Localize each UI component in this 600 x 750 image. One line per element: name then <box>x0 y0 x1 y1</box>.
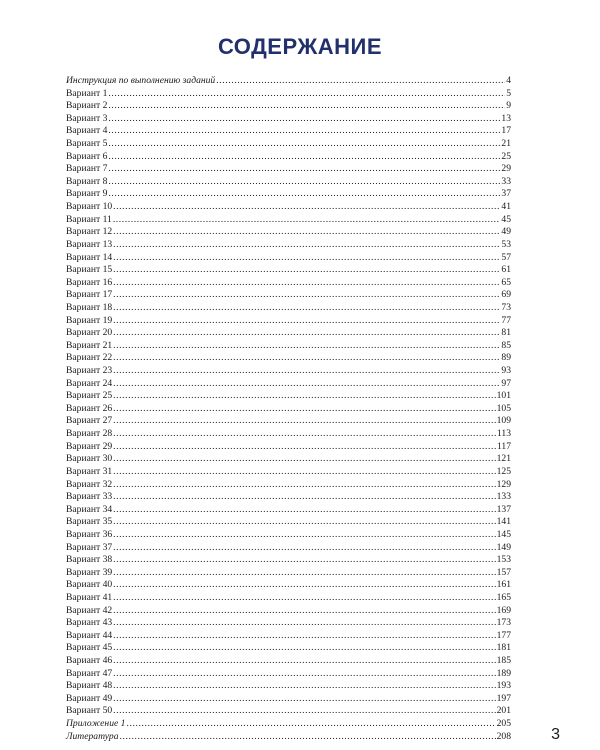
toc-entry-label: Вариант 49 <box>66 692 113 704</box>
toc-leader-dots <box>108 138 500 151</box>
toc-entry <box>66 100 511 113</box>
toc-entry-page: 101 <box>496 390 511 402</box>
toc-entry-label: Вариант 29 <box>66 440 113 452</box>
toc-entry-label: Вариант 5 <box>66 138 108 150</box>
toc-leader-dots <box>113 289 500 302</box>
toc-leader-dots <box>113 592 495 605</box>
toc-entry-label: Вариант 36 <box>66 528 113 540</box>
toc-leader-dots <box>113 579 495 592</box>
toc-leader-dots <box>108 176 500 189</box>
toc-leader-dots <box>113 428 496 441</box>
toc-entry-label: Вариант 34 <box>66 503 113 515</box>
toc-leader-dots <box>113 516 495 529</box>
toc-leader-dots <box>113 680 495 693</box>
toc-entry <box>66 529 511 542</box>
toc-leader-dots <box>216 75 505 88</box>
toc-leader-dots <box>113 239 500 252</box>
toc-leader-dots <box>113 605 495 618</box>
toc-entry <box>66 466 511 479</box>
toc-entry <box>66 125 511 138</box>
toc-entry <box>66 731 511 744</box>
toc-leader-dots <box>113 668 495 681</box>
page-title: СОДЕРЖАНИЕ <box>217 34 383 59</box>
toc-leader-dots <box>113 264 500 277</box>
toc-leader-dots <box>113 390 495 403</box>
toc-entry-page: 85 <box>501 339 511 351</box>
toc-entry-page: 189 <box>496 667 511 679</box>
toc-entry <box>66 277 511 290</box>
toc-entry-label: Вариант 4 <box>66 125 108 137</box>
toc-entry-page: 89 <box>501 352 511 364</box>
toc-entry-page: 125 <box>496 465 511 477</box>
toc-entry-page: 208 <box>496 730 511 742</box>
toc-entry <box>66 289 511 302</box>
toc-entry-page: 173 <box>496 617 511 629</box>
toc-entry-page: 109 <box>496 415 511 427</box>
toc-entry-label: Вариант 23 <box>66 365 113 377</box>
toc-entry-page: 25 <box>501 150 511 162</box>
toc-entry <box>66 453 511 466</box>
toc-entry <box>66 214 511 227</box>
toc-entry-page: 37 <box>501 188 511 200</box>
toc-entry-page: 93 <box>501 365 511 377</box>
toc-entry <box>66 302 511 315</box>
toc-entry-label: Вариант 48 <box>66 680 113 692</box>
toc-entry <box>66 352 511 365</box>
toc-entry-label: Вариант 24 <box>66 377 113 389</box>
toc-leader-dots <box>113 491 495 504</box>
toc-leader-dots <box>113 340 500 353</box>
toc-entry <box>66 491 511 504</box>
toc-entry-page: 81 <box>501 327 511 339</box>
toc-entry-page: 105 <box>496 402 511 414</box>
table-of-contents <box>66 75 511 743</box>
toc-entry-label: Вариант 28 <box>66 428 113 440</box>
toc-entry-label: Приложение 1 <box>66 718 126 730</box>
toc-entry-label: Вариант 37 <box>66 541 113 553</box>
toc-entry-page: 41 <box>501 201 511 213</box>
toc-entry-page: 73 <box>501 301 511 313</box>
toc-entry-label: Вариант 18 <box>66 301 113 313</box>
toc-entry-label: Вариант 33 <box>66 491 113 503</box>
toc-entry-page: 205 <box>496 718 511 730</box>
toc-entry-label: Вариант 8 <box>66 175 108 187</box>
toc-entry-page: 169 <box>496 604 511 616</box>
toc-entry <box>66 151 511 164</box>
toc-leader-dots <box>113 529 495 542</box>
toc-entry-label: Вариант 42 <box>66 604 113 616</box>
toc-entry-label: Литература <box>66 730 119 742</box>
toc-entry-page: 157 <box>496 566 511 578</box>
toc-entry-page: 161 <box>496 579 511 591</box>
toc-leader-dots <box>113 365 500 378</box>
toc-entry-label: Вариант 47 <box>66 667 113 679</box>
toc-entry-page: 181 <box>496 642 511 654</box>
toc-entry <box>66 188 511 201</box>
toc-entry-page: 193 <box>496 680 511 692</box>
toc-entry-label: Вариант 45 <box>66 642 113 654</box>
toc-entry-page: 165 <box>496 591 511 603</box>
toc-entry-label: Вариант 17 <box>66 289 113 301</box>
toc-leader-dots <box>120 731 496 744</box>
toc-leader-dots <box>113 655 495 668</box>
toc-entry-page: 177 <box>496 629 511 641</box>
toc-entry-label: Вариант 31 <box>66 465 113 477</box>
toc-entry-label: Вариант 14 <box>66 251 113 263</box>
page-number: 3 <box>551 726 560 743</box>
toc-entry-page: 185 <box>496 655 511 667</box>
toc-entry-page: 49 <box>501 226 511 238</box>
toc-entry <box>66 554 511 567</box>
toc-leader-dots <box>108 100 505 113</box>
toc-leader-dots <box>113 315 500 328</box>
toc-entry-page: 133 <box>496 491 511 503</box>
toc-entry-label: Вариант 22 <box>66 352 113 364</box>
toc-entry-page: 17 <box>501 125 511 137</box>
toc-entry-label: Вариант 15 <box>66 264 113 276</box>
toc-entry <box>66 340 511 353</box>
toc-leader-dots <box>113 277 500 290</box>
toc-entry <box>66 201 511 214</box>
toc-entry-page: 4 <box>506 75 511 86</box>
toc-entry-label: Вариант 41 <box>66 591 113 603</box>
toc-entry <box>66 327 511 340</box>
toc-entry-page: 21 <box>501 138 511 150</box>
toc-entry <box>66 163 511 176</box>
toc-leader-dots <box>113 327 500 340</box>
toc-leader-dots <box>113 302 500 315</box>
toc-leader-dots <box>113 642 495 655</box>
toc-entry <box>66 415 511 428</box>
toc-entry-page: 45 <box>501 213 511 225</box>
toc-entry <box>66 441 511 454</box>
toc-leader-dots <box>113 479 495 492</box>
toc-entry <box>66 705 511 718</box>
toc-entry-page: 57 <box>501 251 511 263</box>
toc-leader-dots <box>113 352 500 365</box>
toc-entry-label: Вариант 35 <box>66 516 113 528</box>
toc-entry-label: Вариант 38 <box>66 554 113 566</box>
toc-entry <box>66 479 511 492</box>
toc-entry-label: Инструкция по выполнению заданий <box>66 75 216 86</box>
toc-leader-dots <box>108 88 505 101</box>
toc-entry <box>66 504 511 517</box>
toc-leader-dots <box>113 705 495 718</box>
toc-leader-dots <box>113 542 495 555</box>
toc-leader-dots <box>113 617 495 630</box>
toc-leader-dots <box>108 113 500 126</box>
toc-entry <box>66 605 511 618</box>
toc-entry-label: Вариант 1 <box>66 87 108 99</box>
toc-entry-label: Вариант 39 <box>66 566 113 578</box>
toc-entry <box>66 226 511 239</box>
toc-entry-label: Вариант 32 <box>66 478 113 490</box>
toc-entry-page: 129 <box>496 478 511 490</box>
toc-leader-dots <box>113 378 500 391</box>
toc-entry <box>66 567 511 580</box>
toc-entry-page: 13 <box>501 112 511 124</box>
toc-entry-label: Вариант 44 <box>66 629 113 641</box>
toc-leader-dots <box>113 466 495 479</box>
toc-entry <box>66 668 511 681</box>
toc-entry-page: 137 <box>496 503 511 515</box>
toc-leader-dots <box>108 188 500 201</box>
toc-entry <box>66 113 511 126</box>
toc-entry <box>66 718 511 731</box>
toc-entry-label: Вариант 20 <box>66 327 113 339</box>
toc-entry-label: Вариант 40 <box>66 579 113 591</box>
toc-entry <box>66 592 511 605</box>
toc-entry-label: Вариант 21 <box>66 339 113 351</box>
toc-entry-page: 117 <box>496 440 511 452</box>
toc-entry-page: 121 <box>496 453 511 465</box>
toc-entry <box>66 630 511 643</box>
toc-leader-dots <box>108 163 500 176</box>
toc-entry-label: Вариант 3 <box>66 112 108 124</box>
toc-entry-page: 113 <box>496 428 511 440</box>
toc-leader-dots <box>113 252 500 265</box>
toc-entry-label: Вариант 46 <box>66 655 113 667</box>
toc-leader-dots <box>113 693 495 706</box>
toc-entry-page: 149 <box>496 541 511 553</box>
toc-leader-dots <box>126 718 495 731</box>
toc-leader-dots <box>108 151 500 164</box>
toc-leader-dots <box>113 403 495 416</box>
toc-entry-label: Вариант 30 <box>66 453 113 465</box>
toc-entry-page: 201 <box>496 705 511 717</box>
toc-entry <box>66 264 511 277</box>
toc-leader-dots <box>113 630 495 643</box>
toc-entry <box>66 642 511 655</box>
toc-entry <box>66 315 511 328</box>
toc-entry <box>66 542 511 555</box>
toc-entry-label: Вариант 50 <box>66 705 113 717</box>
toc-entry-label: Вариант 7 <box>66 163 108 175</box>
toc-entry-label: Вариант 19 <box>66 314 113 326</box>
toc-entry-page: 141 <box>496 516 511 528</box>
toc-entry <box>66 176 511 189</box>
toc-entry-page: 29 <box>501 163 511 175</box>
toc-entry-label: Вариант 11 <box>66 213 112 225</box>
toc-entry-page: 77 <box>501 314 511 326</box>
toc-entry <box>66 516 511 529</box>
toc-entry <box>66 138 511 151</box>
toc-entry-page: 69 <box>501 289 511 301</box>
toc-entry <box>66 655 511 668</box>
toc-entry <box>66 239 511 252</box>
toc-entry <box>66 75 511 88</box>
toc-leader-dots <box>113 201 500 214</box>
toc-entry-page: 9 <box>506 100 511 112</box>
toc-entry-page: 33 <box>501 175 511 187</box>
toc-entry-page: 61 <box>501 264 511 276</box>
toc-entry <box>66 579 511 592</box>
toc-entry-label: Вариант 25 <box>66 390 113 402</box>
toc-entry-page: 65 <box>501 276 511 288</box>
toc-leader-dots <box>113 415 495 428</box>
toc-entry-label: Вариант 9 <box>66 188 108 200</box>
toc-entry-label: Вариант 6 <box>66 150 108 162</box>
toc-entry-page: 5 <box>506 87 511 99</box>
toc-entry <box>66 403 511 416</box>
toc-entry-label: Вариант 16 <box>66 276 113 288</box>
toc-entry <box>66 428 511 441</box>
toc-entry <box>66 365 511 378</box>
toc-entry <box>66 693 511 706</box>
toc-entry-label: Вариант 27 <box>66 415 113 427</box>
toc-entry-label: Вариант 12 <box>66 226 113 238</box>
toc-entry <box>66 252 511 265</box>
toc-entry-page: 97 <box>501 377 511 389</box>
toc-entry-page: 153 <box>496 554 511 566</box>
toc-entry <box>66 378 511 391</box>
toc-entry-label: Вариант 2 <box>66 100 108 112</box>
toc-entry-page: 53 <box>501 238 511 250</box>
toc-entry-page: 197 <box>496 692 511 704</box>
toc-leader-dots <box>113 567 495 580</box>
toc-entry <box>66 680 511 693</box>
toc-entry <box>66 88 511 101</box>
toc-leader-dots <box>113 441 496 454</box>
toc-entry-label: Вариант 26 <box>66 402 113 414</box>
toc-entry <box>66 617 511 630</box>
toc-entry-label: Вариант 10 <box>66 201 113 213</box>
toc-leader-dots <box>113 453 495 466</box>
toc-entry-label: Вариант 13 <box>66 238 113 250</box>
toc-leader-dots <box>113 504 495 517</box>
toc-leader-dots <box>113 214 501 227</box>
toc-leader-dots <box>108 125 500 138</box>
toc-entry <box>66 390 511 403</box>
toc-leader-dots <box>113 554 495 567</box>
toc-entry-label: Вариант 43 <box>66 617 113 629</box>
toc-leader-dots <box>113 226 500 239</box>
toc-entry-page: 145 <box>496 528 511 540</box>
